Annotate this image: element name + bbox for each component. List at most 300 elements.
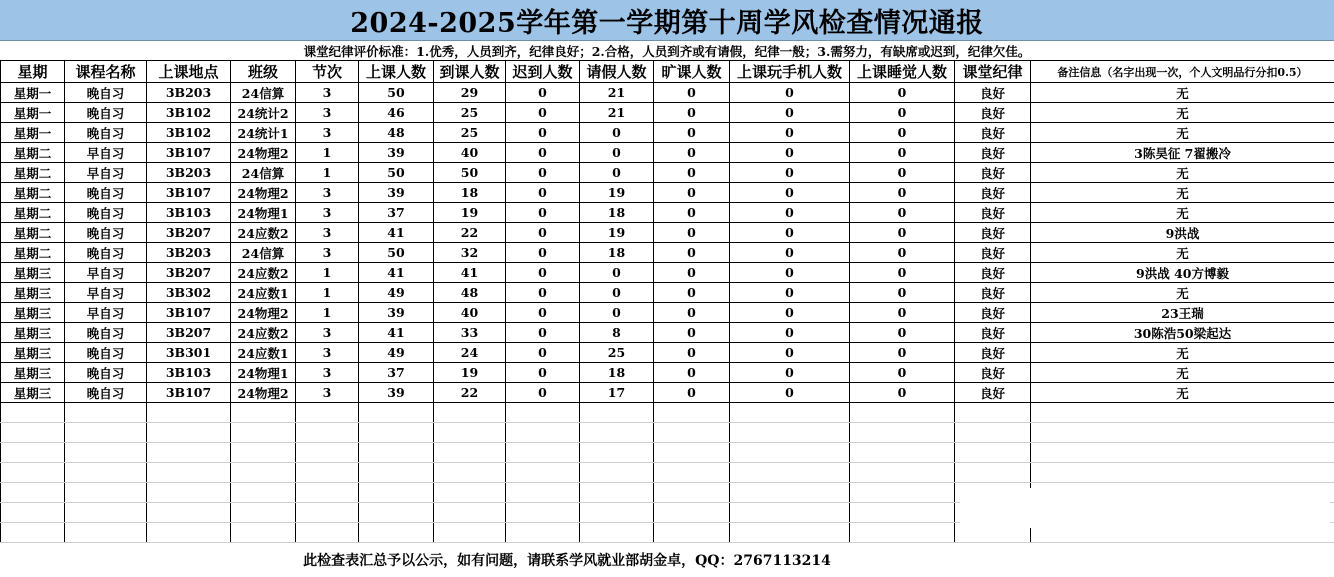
table-cell: 24 [434,343,506,363]
table-cell: 32 [434,243,506,263]
table-cell: 3陈昊征 7翟搬冷 [1031,143,1334,163]
table-cell: 星期二 [1,243,65,263]
table-cell: 0 [506,103,580,123]
empty-cell [654,483,730,503]
table-cell: 48 [434,283,506,303]
empty-cell [654,463,730,483]
table-cell: 0 [850,163,955,183]
table-cell: 23王瑞 [1031,303,1334,323]
empty-cell [654,403,730,423]
table-cell: 0 [580,163,654,183]
table-cell: 22 [434,223,506,243]
empty-cell [850,443,955,463]
table-row [1,383,1334,403]
table-cell: 0 [506,263,580,283]
empty-cell [296,423,359,443]
table-cell: 19 [580,183,654,203]
table-cell: 0 [850,83,955,103]
table-cell: 24信算 [231,83,296,103]
table-cell: 0 [654,83,730,103]
empty-cell [434,463,506,483]
table-cell: 0 [730,223,850,243]
table-cell: 良好 [955,323,1031,343]
empty-cell [231,523,296,543]
empty-cell [296,483,359,503]
empty-cell [580,443,654,463]
table-cell: 0 [654,103,730,123]
table-cell: 50 [359,243,434,263]
table-cell: 0 [506,363,580,383]
empty-cell [1031,463,1334,483]
header-cell: 班级 [231,61,296,83]
header-cell: 到课人数 [434,61,506,83]
table-cell: 3 [296,223,359,243]
table-row [1,83,1334,103]
table-cell: 3B107 [147,143,231,163]
table-cell: 3B207 [147,223,231,243]
table-cell: 24应数2 [231,263,296,283]
table-cell: 3B203 [147,163,231,183]
table-cell: 无 [1031,103,1334,123]
table-cell: 晚自习 [65,383,147,403]
table-cell: 39 [359,303,434,323]
table-cell: 星期二 [1,203,65,223]
empty-cell [296,503,359,523]
table-cell: 0 [506,203,580,223]
table-cell: 40 [434,143,506,163]
empty-row [1,403,1334,423]
empty-cell [1,523,65,543]
table-cell: 晚自习 [65,203,147,223]
empty-cell [850,503,955,523]
table-cell: 8 [580,323,654,343]
empty-cell [580,403,654,423]
table-cell: 良好 [955,243,1031,263]
table-cell: 3B207 [147,323,231,343]
table-cell: 24应数1 [231,283,296,303]
table-cell: 星期三 [1,323,65,343]
empty-cell [1,443,65,463]
empty-cell [850,483,955,503]
table-cell: 0 [654,203,730,223]
empty-cell [147,443,231,463]
table-cell: 1 [296,163,359,183]
empty-cell [730,503,850,523]
table-cell: 24物理1 [231,203,296,223]
table-cell: 33 [434,323,506,343]
empty-cell [654,523,730,543]
empty-cell [147,523,231,543]
table-cell: 星期一 [1,103,65,123]
table-cell: 3B207 [147,263,231,283]
table-cell: 良好 [955,83,1031,103]
table-cell: 24信算 [231,163,296,183]
empty-cell [147,483,231,503]
table-cell: 24应数2 [231,223,296,243]
table-cell: 0 [506,163,580,183]
table-cell: 9洪战 40方博毅 [1031,263,1334,283]
table-cell: 49 [359,343,434,363]
table-cell: 24统计1 [231,123,296,143]
table-cell: 良好 [955,123,1031,143]
empty-row [1,423,1334,443]
table-cell: 3 [296,123,359,143]
empty-cell [65,423,147,443]
table-cell: 0 [730,123,850,143]
table-cell: 1 [296,303,359,323]
header-cell: 星期 [1,61,65,83]
empty-cell [955,423,1031,443]
table-cell: 早自习 [65,303,147,323]
table-cell: 0 [850,283,955,303]
table-cell: 3B301 [147,343,231,363]
table-cell: 50 [434,163,506,183]
table-cell: 良好 [955,183,1031,203]
empty-cell [359,483,434,503]
table-cell: 24物理2 [231,183,296,203]
table-cell: 50 [359,163,434,183]
table-cell: 46 [359,103,434,123]
empty-row [1,443,1334,463]
table-cell: 0 [654,243,730,263]
table-cell: 1 [296,263,359,283]
table-cell: 0 [506,303,580,323]
table-cell: 3 [296,203,359,223]
empty-cell [580,483,654,503]
table-cell: 0 [850,323,955,343]
table-cell: 无 [1031,123,1334,143]
table-cell: 良好 [955,223,1031,243]
table-cell: 0 [850,263,955,283]
empty-cell [359,463,434,483]
header-cell: 节次 [296,61,359,83]
table-cell: 24信算 [231,243,296,263]
empty-cell [434,403,506,423]
table-cell: 星期三 [1,283,65,303]
table-cell: 0 [730,183,850,203]
header-cell: 上课地点 [147,61,231,83]
table-cell: 0 [654,143,730,163]
empty-cell [359,443,434,463]
table-row [1,363,1334,383]
table-cell: 良好 [955,103,1031,123]
table-cell: 星期三 [1,343,65,363]
table-cell: 9洪战 [1031,223,1334,243]
empty-cell [730,443,850,463]
table-cell: 21 [580,83,654,103]
table-cell: 星期一 [1,123,65,143]
evaluation-criteria: 课堂纪律评价标准：1.优秀，人员到齐，纪律良好；2.合格，人员到齐或有请假，纪律一般；3.需努力，有缺席或迟到，纪律欠佳。 [0,41,1334,61]
table-cell: 3 [296,183,359,203]
table-cell: 19 [434,363,506,383]
empty-cell [231,463,296,483]
table-cell: 49 [359,283,434,303]
table-cell: 29 [434,83,506,103]
empty-cell [296,523,359,543]
header-cell: 课堂纪律 [955,61,1031,83]
table-cell: 0 [850,303,955,323]
table-cell: 3 [296,103,359,123]
empty-cell [231,483,296,503]
table-cell: 无 [1031,83,1334,103]
empty-cell [359,423,434,443]
table-cell: 24物理2 [231,303,296,323]
table-cell: 0 [850,343,955,363]
table-cell: 良好 [955,203,1031,223]
table-cell: 无 [1031,183,1334,203]
table-cell: 0 [506,383,580,403]
empty-cell [506,503,580,523]
table-row [1,343,1334,363]
table-cell: 0 [654,183,730,203]
table-cell: 22 [434,383,506,403]
header-cell: 请假人数 [580,61,654,83]
table-cell: 3 [296,383,359,403]
table-cell: 3B107 [147,183,231,203]
empty-cell [506,403,580,423]
table-cell: 星期三 [1,303,65,323]
table-row [1,143,1334,163]
table-cell: 24应数1 [231,343,296,363]
header-cell: 课程名称 [65,61,147,83]
header-cell: 迟到人数 [506,61,580,83]
table-cell: 0 [730,343,850,363]
table-cell: 24物理2 [231,383,296,403]
table-cell: 0 [506,123,580,143]
table-cell: 良好 [955,283,1031,303]
table-cell: 0 [850,363,955,383]
empty-cell [231,423,296,443]
table-cell: 早自习 [65,263,147,283]
table-cell: 39 [359,143,434,163]
empty-cell [955,463,1031,483]
table-row [1,203,1334,223]
table-cell: 0 [730,323,850,343]
empty-cell [1031,443,1334,463]
table-cell: 0 [850,203,955,223]
table-cell: 晚自习 [65,343,147,363]
table-cell: 无 [1031,363,1334,383]
empty-cell [580,503,654,523]
empty-cell [296,403,359,423]
table-cell: 3B107 [147,303,231,323]
report-title: 2024-2025学年第一学期第十周学风检查情况通报 [0,0,1334,41]
empty-cell [1,423,65,443]
table-cell: 晚自习 [65,323,147,343]
empty-cell [147,503,231,523]
table-cell: 良好 [955,383,1031,403]
table-cell: 30陈浩50梁起达 [1031,323,1334,343]
empty-cell [65,463,147,483]
table-cell: 3 [296,363,359,383]
table-cell: 0 [730,263,850,283]
table-cell: 晚自习 [65,223,147,243]
empty-cell [296,443,359,463]
table-cell: 0 [580,263,654,283]
table-cell: 3B107 [147,383,231,403]
table-cell: 50 [359,83,434,103]
table-cell: 1 [296,283,359,303]
table-cell: 3 [296,343,359,363]
table-cell: 良好 [955,303,1031,323]
empty-cell [730,403,850,423]
table-row [1,123,1334,143]
table-cell: 无 [1031,203,1334,223]
table-cell: 0 [850,183,955,203]
header-row [1,61,1334,83]
table-cell: 无 [1031,243,1334,263]
empty-cell [506,463,580,483]
table-cell: 0 [506,83,580,103]
empty-cell [434,483,506,503]
table-cell: 无 [1031,163,1334,183]
table-cell: 24物理2 [231,143,296,163]
empty-cell [506,483,580,503]
table-cell: 0 [580,303,654,323]
table-cell: 无 [1031,283,1334,303]
table-cell: 晚自习 [65,123,147,143]
empty-cell [850,463,955,483]
empty-cell [580,463,654,483]
table-cell: 3B302 [147,283,231,303]
table-cell: 星期二 [1,223,65,243]
table-cell: 25 [580,343,654,363]
table-cell: 0 [850,383,955,403]
table-cell: 早自习 [65,163,147,183]
table-cell: 良好 [955,363,1031,383]
table-row [1,303,1334,323]
table-cell: 25 [434,123,506,143]
empty-cell [1,403,65,423]
table-cell: 星期二 [1,143,65,163]
table-cell: 0 [730,103,850,123]
blurred-area [960,488,1330,528]
table-cell: 0 [850,223,955,243]
empty-cell [850,423,955,443]
table-cell: 星期三 [1,383,65,403]
table-cell: 0 [850,243,955,263]
table-cell: 良好 [955,163,1031,183]
empty-cell [434,523,506,543]
table-cell: 18 [580,363,654,383]
table-cell: 0 [506,343,580,363]
table-cell: 1 [296,143,359,163]
table-row [1,243,1334,263]
table-cell: 3B102 [147,103,231,123]
table-cell: 星期二 [1,163,65,183]
empty-cell [359,503,434,523]
empty-cell [434,443,506,463]
table-row [1,163,1334,183]
table-cell: 星期三 [1,363,65,383]
empty-cell [730,483,850,503]
table-cell: 39 [359,183,434,203]
empty-cell [654,503,730,523]
table-cell: 0 [654,383,730,403]
table-cell: 3B103 [147,363,231,383]
table-cell: 24统计2 [231,103,296,123]
table-cell: 0 [730,143,850,163]
table-cell: 0 [730,363,850,383]
empty-cell [654,443,730,463]
table-cell: 19 [580,223,654,243]
table-cell: 0 [850,123,955,143]
table-cell: 晚自习 [65,243,147,263]
table-cell: 0 [580,123,654,143]
empty-cell [65,523,147,543]
table-cell: 0 [506,143,580,163]
empty-cell [654,423,730,443]
empty-cell [65,403,147,423]
table-cell: 40 [434,303,506,323]
empty-cell [147,423,231,443]
table-cell: 24物理1 [231,363,296,383]
table-cell: 早自习 [65,283,147,303]
empty-cell [1031,403,1334,423]
table-cell: 星期二 [1,183,65,203]
table-cell: 21 [580,103,654,123]
table-cell: 0 [506,183,580,203]
empty-cell [1031,423,1334,443]
table-cell: 48 [359,123,434,143]
table-cell: 晚自习 [65,363,147,383]
inspection-table [0,60,1334,543]
table-cell: 0 [730,383,850,403]
table-cell: 0 [654,303,730,323]
table-cell: 0 [654,223,730,243]
table-cell: 0 [654,123,730,143]
empty-cell [1,483,65,503]
empty-cell [730,523,850,543]
table-cell: 0 [850,103,955,123]
table-cell: 3 [296,83,359,103]
table-row [1,223,1334,243]
empty-cell [1,463,65,483]
table-cell: 星期一 [1,83,65,103]
table-cell: 37 [359,363,434,383]
table-row [1,283,1334,303]
table-row [1,103,1334,123]
table-cell: 0 [654,163,730,183]
table-cell: 0 [580,283,654,303]
empty-cell [730,423,850,443]
table-cell: 18 [580,243,654,263]
table-cell: 17 [580,383,654,403]
table-cell: 0 [580,143,654,163]
table-cell: 41 [434,263,506,283]
empty-cell [359,403,434,423]
empty-cell [580,423,654,443]
table-cell: 3B103 [147,203,231,223]
table-cell: 0 [506,283,580,303]
header-cell-notes: 备注信息（名字出现一次，个人文明品行分扣0.5） [1031,61,1334,83]
table-cell: 0 [730,243,850,263]
table-cell: 37 [359,203,434,223]
header-cell: 上课玩手机人数 [730,61,850,83]
table-cell: 18 [580,203,654,223]
footer-notice [0,543,1334,577]
table-row [1,263,1334,283]
table-cell: 3 [296,243,359,263]
table-cell: 0 [730,203,850,223]
table-cell: 41 [359,263,434,283]
empty-cell [231,403,296,423]
table-cell: 3B203 [147,83,231,103]
table-cell: 3 [296,323,359,343]
empty-cell [850,403,955,423]
empty-cell [147,463,231,483]
table-cell: 良好 [955,343,1031,363]
